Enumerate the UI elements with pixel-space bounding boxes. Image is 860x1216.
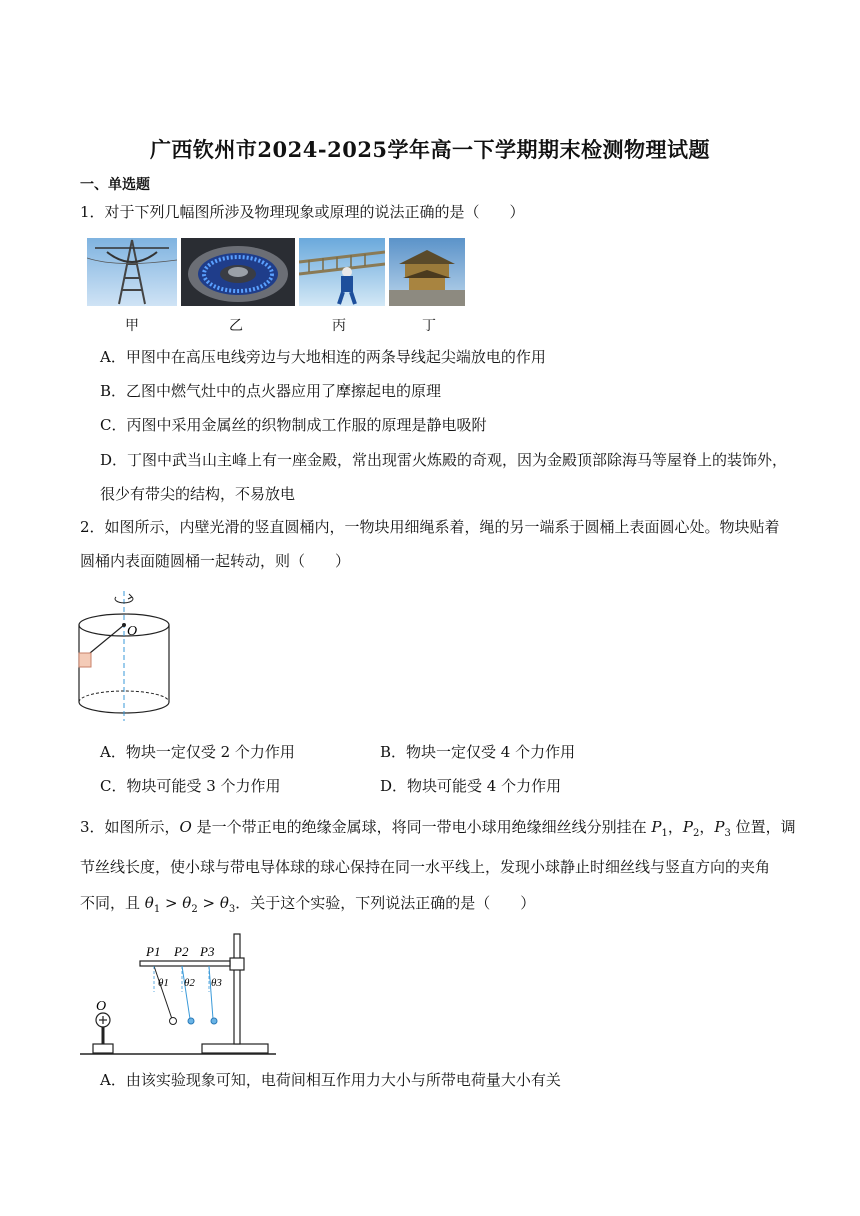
symbol-P: P bbox=[682, 818, 693, 836]
caption-bing: 丙 bbox=[332, 318, 346, 334]
section-heading: 一、单选题 bbox=[80, 177, 150, 193]
subscript-2: 2 bbox=[191, 904, 198, 915]
subscript-2: 2 bbox=[692, 828, 700, 839]
q3-stem-text: ．关于这个实验，下列说法正确的是（ ） bbox=[235, 894, 536, 912]
subscript-1: 1 bbox=[661, 828, 668, 839]
q3-stem-text: 不同，且 bbox=[80, 894, 145, 912]
label-theta3: θ3 bbox=[211, 977, 222, 989]
page-title: 广西钦州市2024-2025学年高一下学期期末检测物理试题 bbox=[149, 137, 711, 162]
q2-option-d[interactable]: D．物块可能受 4 个力作用 bbox=[380, 777, 562, 795]
q1-option-c[interactable]: C．丙图中采用金属丝的织物制成工作服的原理是静电吸附 bbox=[100, 416, 487, 434]
label-O: O bbox=[127, 624, 138, 639]
caption-ding: 丁 bbox=[422, 318, 436, 334]
greater-than: > bbox=[197, 894, 220, 912]
q2-option-c[interactable]: C．物块可能受 3 个力作用 bbox=[100, 777, 281, 795]
q3-stem-line3 bbox=[80, 892, 535, 921]
q2-option-a[interactable]: A．物块一定仅受 2 个力作用 bbox=[100, 743, 295, 761]
q1-option-d[interactable]: D．丁图中武当山主峰上有一座金殿，常出现雷火炼殿的奇观，因为金殿顶部除海马等屋脊上的装饰外， bbox=[100, 451, 788, 469]
symbol-theta: θ bbox=[182, 894, 192, 912]
comma: ， bbox=[667, 818, 683, 836]
q2-stem-line2: 圆桶内表面随圆桶一起转动，则（ ） bbox=[80, 552, 351, 570]
symbol-P: P bbox=[714, 818, 725, 836]
q3-option-a[interactable]: A．由该实验现象可知，电荷间相互作用力大小与所带电荷量大小有关 bbox=[100, 1071, 561, 1089]
photo-gas-stove bbox=[181, 238, 295, 306]
label-P3: P3 bbox=[200, 944, 215, 959]
q1-stem: 1．对于下列几幅图所涉及物理现象或原理的说法正确的是（ ） bbox=[80, 203, 525, 221]
photo-golden-hall bbox=[389, 238, 465, 306]
q3-apparatus-figure bbox=[78, 930, 278, 1058]
label-theta1: θ1 bbox=[158, 977, 169, 989]
caption-jia: 甲 bbox=[125, 318, 139, 334]
q3-stem-text: 是一个带正电的绝缘金属球，将同一带电小球用绝缘细丝线分别挂在 bbox=[191, 818, 652, 836]
symbol-theta: θ bbox=[219, 894, 229, 912]
q3-stem-line2: 节丝线长度，使小球与带电导体球的球心保持在同一水平线上，发现小球静止时细丝线与竖直方向的夹角 bbox=[80, 858, 771, 876]
q2-stem-line1: 2．如图所示，内壁光滑的竖直圆桶内，一物块用细绳系着，绳的另一端系于圆桶上表面圆心处。物块贴着 bbox=[80, 518, 780, 536]
q1-option-b[interactable]: B．乙图中燃气灶中的点火器应用了摩擦起电的原理 bbox=[100, 382, 442, 400]
symbol-theta: θ bbox=[144, 894, 154, 912]
greater-than: > bbox=[160, 894, 183, 912]
label-P1: P1 bbox=[146, 944, 161, 959]
q3-stem-text: 位置，调 bbox=[730, 818, 796, 836]
q3-stem-text: 3．如图所示， bbox=[80, 818, 180, 836]
label-O: O bbox=[96, 999, 107, 1014]
q1-option-d-cont: 很少有带尖的结构，不易放电 bbox=[100, 485, 296, 503]
subscript-3: 3 bbox=[724, 828, 731, 839]
symbol-P: P bbox=[651, 818, 662, 836]
q1-photo-row bbox=[87, 238, 467, 308]
symbol-O: O bbox=[179, 818, 192, 836]
subscript-1: 1 bbox=[153, 904, 161, 915]
q2-option-b[interactable]: B．物块一定仅受 4 个力作用 bbox=[380, 743, 576, 761]
subscript-3: 3 bbox=[228, 904, 236, 915]
label-P2: P2 bbox=[174, 944, 189, 959]
caption-yi: 乙 bbox=[229, 318, 243, 334]
comma: ， bbox=[699, 818, 715, 836]
photo-transmission-tower bbox=[87, 238, 177, 306]
label-theta2: θ2 bbox=[184, 977, 195, 989]
q2-cylinder-figure bbox=[72, 585, 182, 725]
q3-stem-line1 bbox=[80, 816, 796, 845]
q1-option-a[interactable]: A．甲图中在高压电线旁边与大地相连的两条导线起尖端放电的作用 bbox=[100, 348, 546, 366]
photo-lineman bbox=[299, 238, 385, 306]
